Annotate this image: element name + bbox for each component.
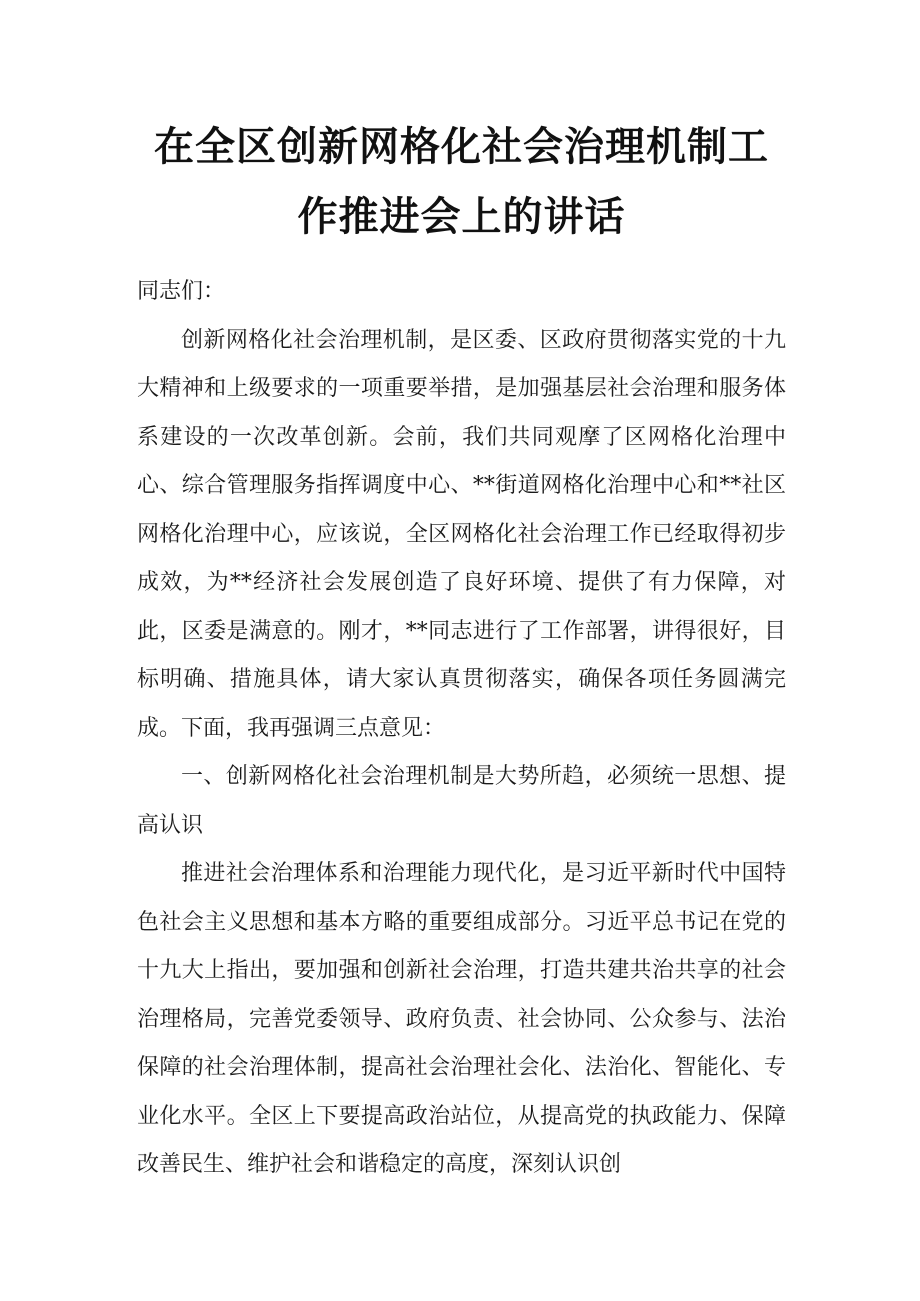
title-line-2: 作推进会上的讲话 (297, 194, 626, 240)
paragraph-section-1: 推进社会治理体系和治理能力现代化，是习近平新时代中国特色社会主义思想和基本方略的重要组成部分。习近平总书记在党的十九大上指出，要加强和创新社会治理，打造共建共治共享的社会治理格局，完善党委领导、政府负责、社会协同、公众参与、法治保障的社会治理体制，提高社会治理社会化、法治化、智能化、专业化水平。全区上下要提高政治站位，从提高党的执政能力、保障改善民生、维护社会和谐稳定的高度，深刻认识创 (137, 861, 786, 1177)
paragraph-intro: 创新网格化社会治理机制，是区委、区政府贯彻落实党的十九大精神和上级要求的一项重要举措，是加强基层社会治理和服务体系建设的一次改革创新。会前，我们共同观摩了区网格化治理中心、综合管理服务指挥调度中心、**街道网格化治理中心和**社区网格化治理中心，应该说，全区网格化社会治理工作已经取得初步成效，为**经济社会发展创造了良好环境、提供了有力保障，对此，区委是满意的。刚才，**同志进行了工作部署，讲得很好，目标明确、措施具体，请大家认真贯彻落实，确保各项任务圆满完成。下面，我再强调三点意见： (137, 327, 786, 741)
document-title (137, 112, 786, 252)
title-line-1: 在全区创新网格化社会治理机制工 (154, 124, 769, 170)
section-heading-1: 一、创新网格化社会治理机制是大势所趋，必须统一思想、提高认识 (137, 764, 786, 838)
document-body (137, 268, 786, 1190)
salutation: 同志们： (137, 279, 226, 304)
